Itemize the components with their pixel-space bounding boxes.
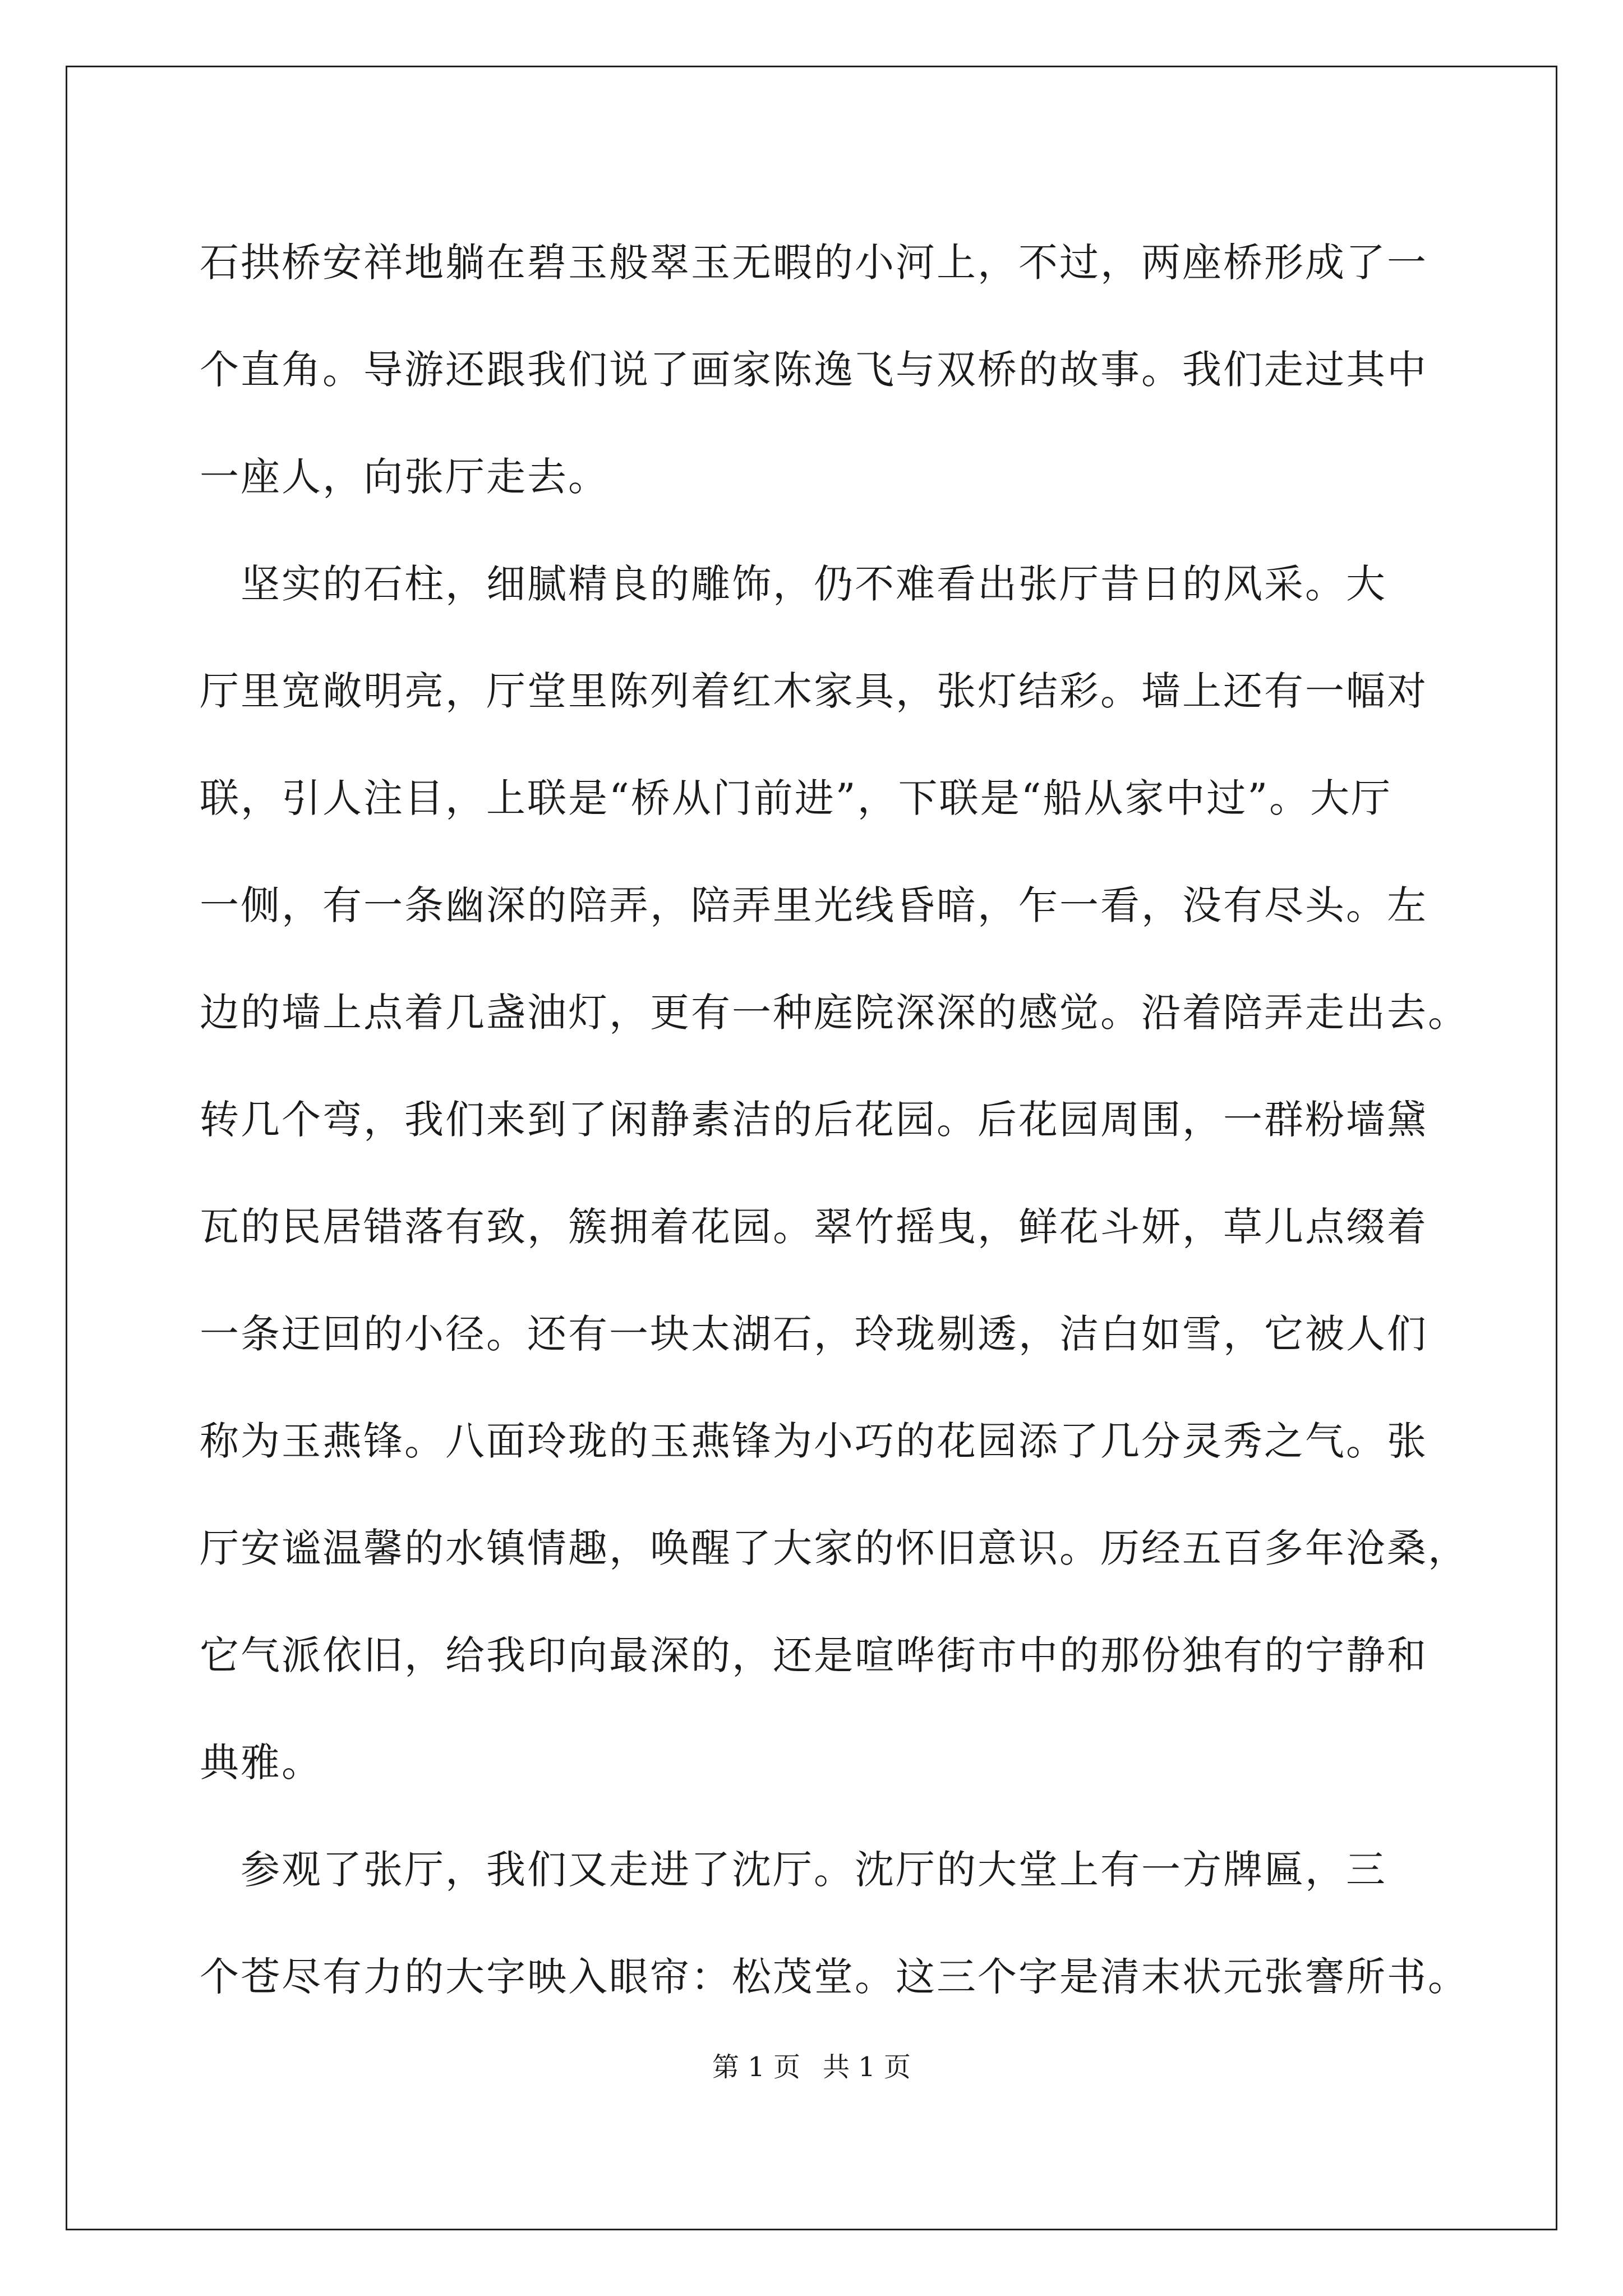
text-line: 瓦的民居错落有致，簇拥着花园。翠竹摇曳，鲜花斗妍，草儿点缀着: [200, 1204, 1428, 1250]
text-line: 转几个弯，我们来到了闲静素洁的后花园。后花园周围，一群粉墙黛: [200, 1097, 1428, 1143]
text-line: 个直角。导游还跟我们说了画家陈逸飞与双桥的故事。我们走过其中: [200, 347, 1428, 393]
page-total: 共 1 页: [823, 2051, 911, 2083]
page-number: 第 1 页: [712, 2051, 800, 2083]
text-line: 坚实的石柱，细腻精良的雕饰，仍不难看出张厅昔日的风采。大: [200, 561, 1387, 607]
paragraph-3: [200, 1816, 1469, 2031]
text-line: 它气派依旧，给我印向最深的，还是喧哗街市中的那份独有的宁静和: [200, 1632, 1428, 1678]
text-line: 典雅。: [200, 1740, 322, 1786]
text-line: 一条迂回的小径。还有一块太湖石，玲珑剔透，洁白如雪，它被人们: [200, 1311, 1428, 1357]
text-line: 联，引人注目，上联是“桥从门前进”，下联是“船从家中过”。大厅: [200, 775, 1393, 821]
text-line: 厅安谧温馨的水镇情趣，唤醒了大家的怀旧意识。历经五百多年沧桑，: [200, 1525, 1469, 1571]
text-line: 参观了张厅，我们又走进了沈厅。沈厅的大堂上有一方牌匾，三: [200, 1847, 1387, 1893]
paragraph-2: [200, 531, 1469, 1816]
text-line: 边的墙上点着几盏油灯，更有一种庭院深深的感觉。沿着陪弄走出去。: [200, 990, 1469, 1036]
text-line: 一侧，有一条幽深的陪弄，陪弄里光线昏暗，乍一看，没有尽头。左: [200, 882, 1428, 928]
text-line: 称为玉燕锋。八面玲珑的玉燕锋为小巧的花园添了几分灵秀之气。张: [200, 1418, 1428, 1464]
text-line: 厅里宽敞明亮，厅堂里陈列着红木家具，张灯结彩。墙上还有一幅对: [200, 668, 1428, 714]
text-line: 个苍尽有力的大字映入眼帘：松茂堂。这三个字是清末状元张謇所书。: [200, 1954, 1469, 2000]
paragraph-1: [200, 209, 1465, 531]
text-line: 一座人，向张厅走去。: [200, 454, 609, 500]
page-footer: [0, 2050, 1623, 2084]
text-line: 石拱桥安祥地躺在碧玉般翠玉无暇的小河上，不过，两座桥形成了一: [200, 240, 1428, 286]
document-body: [200, 209, 1469, 2031]
